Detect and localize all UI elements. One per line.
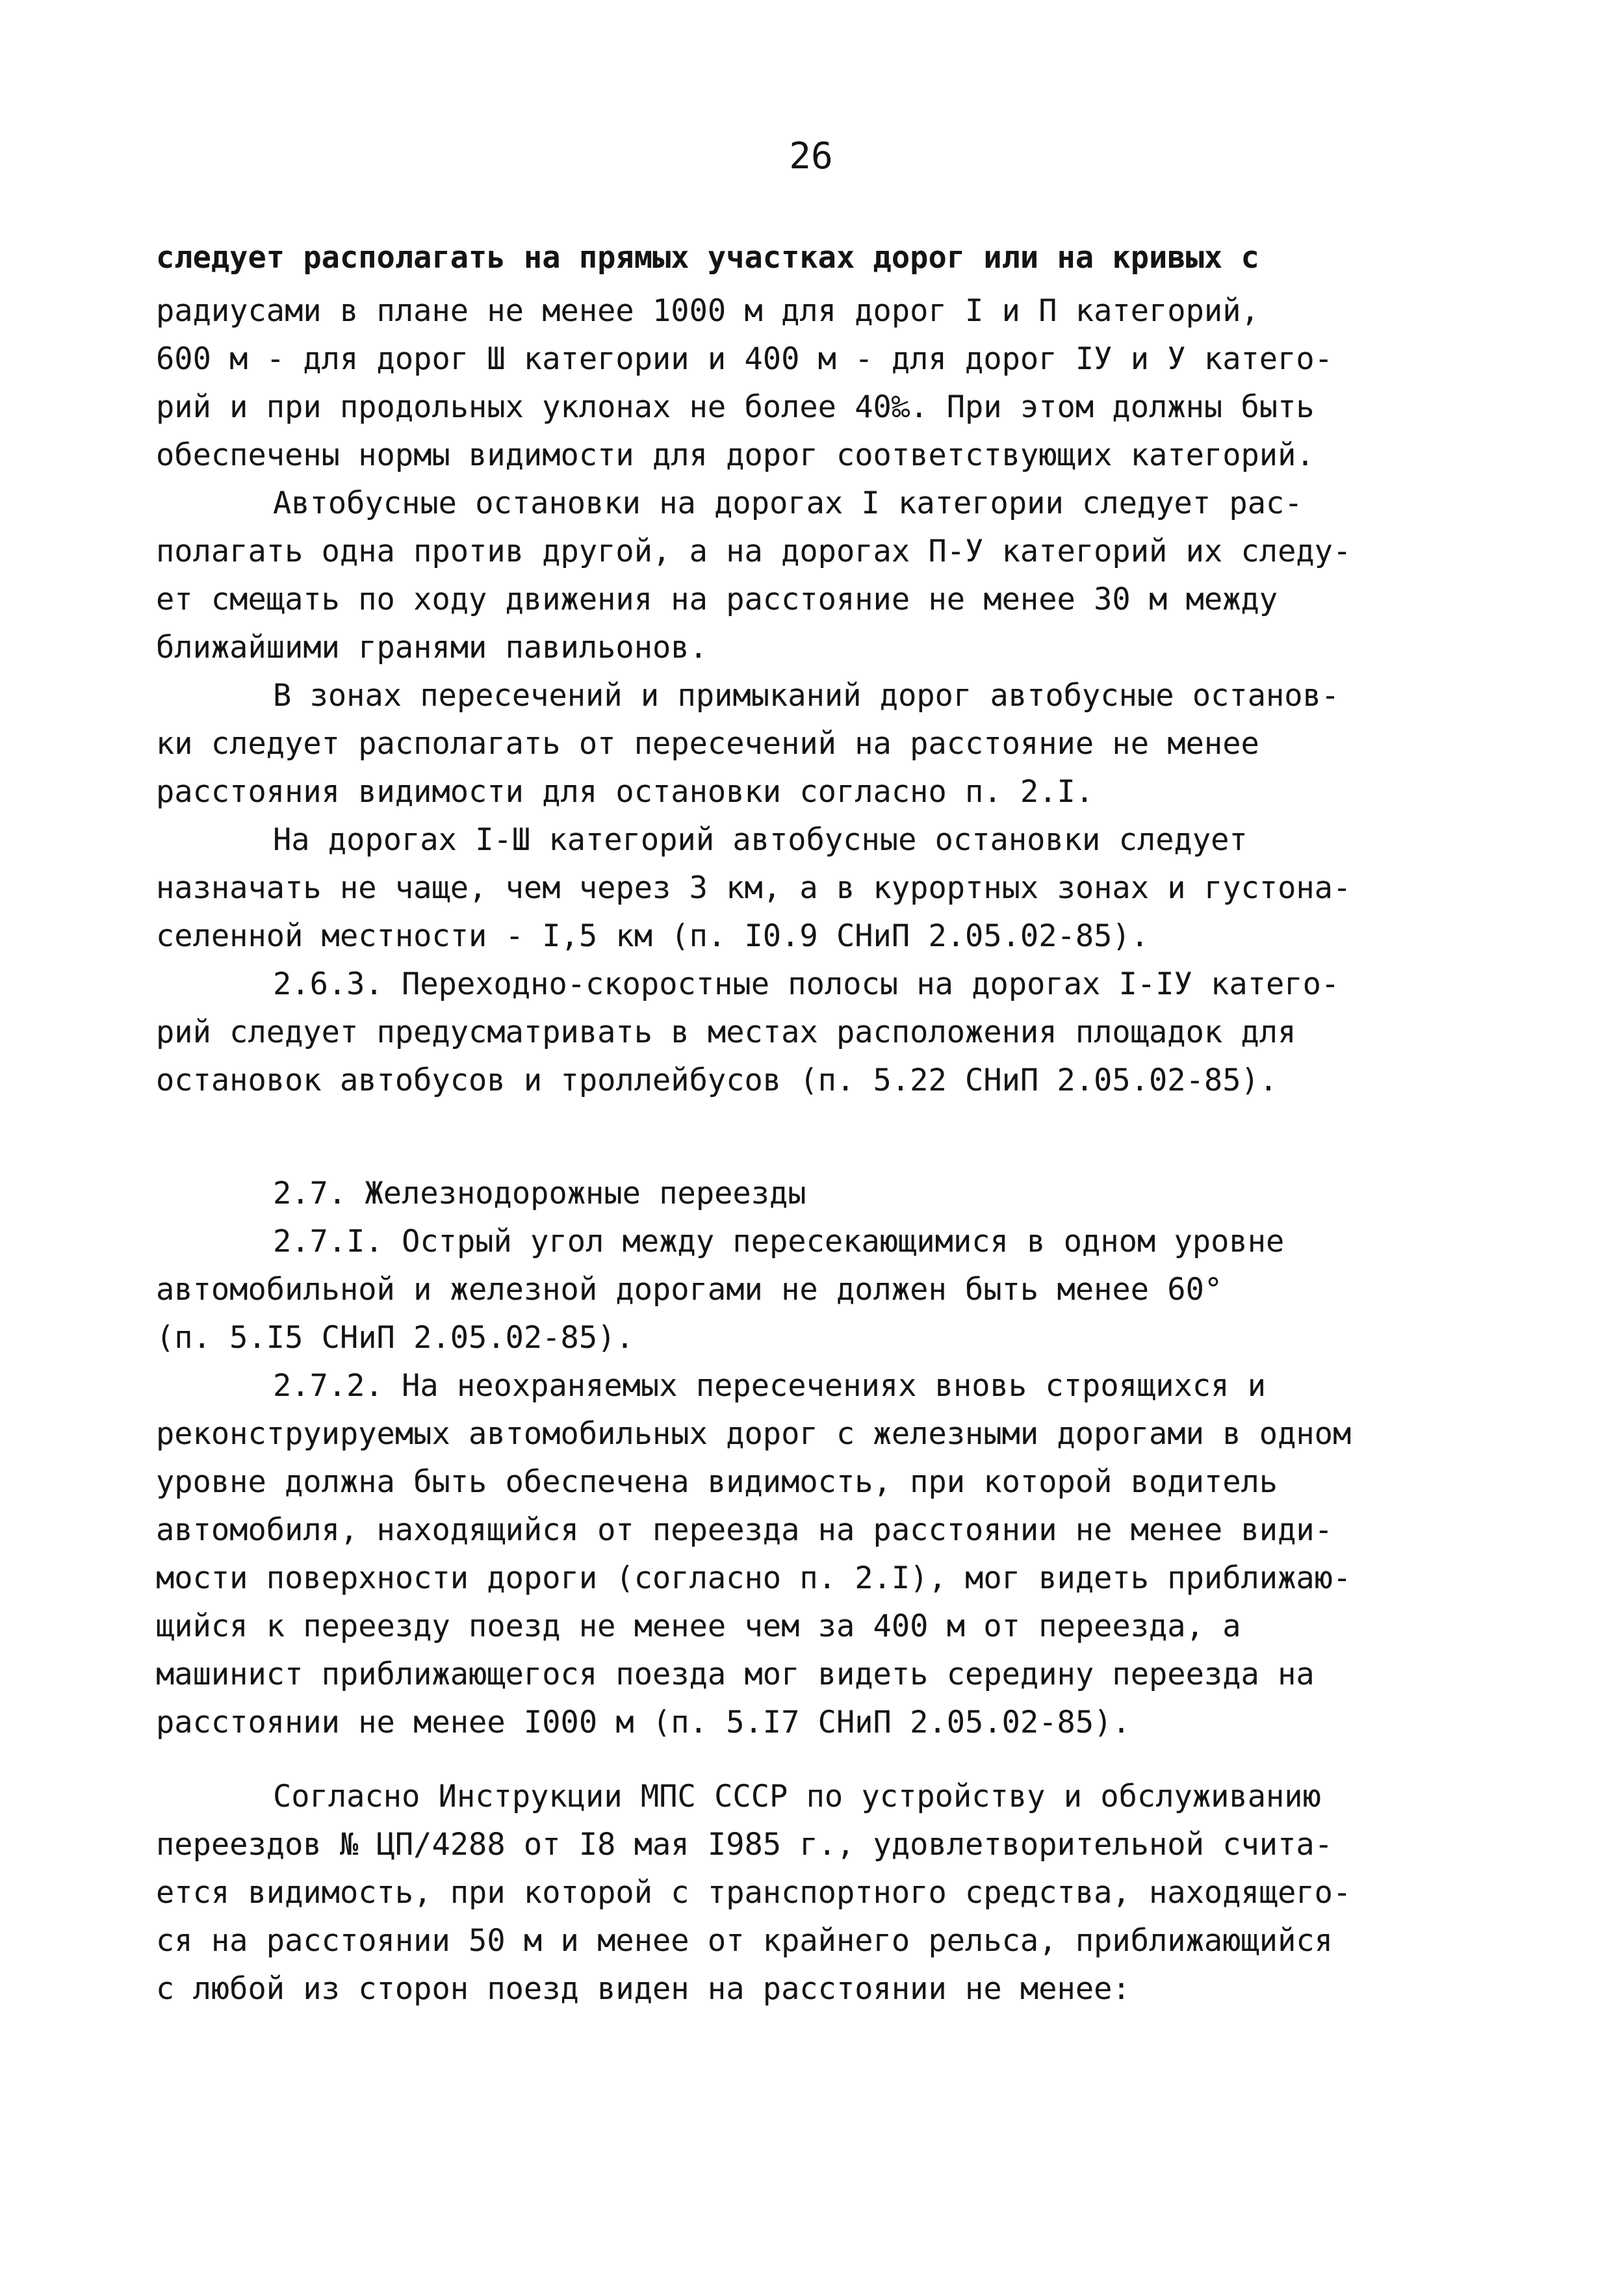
body-text	[156, 234, 1475, 2013]
spacer	[156, 1747, 1475, 1773]
text-line: машинист приближающегося поезда мог видеть середину переезда на	[156, 1657, 1315, 1692]
text-line: селенной местности - I,5 км (п. I0.9 СНиП 2.05.02-85).	[156, 918, 1150, 954]
text-line: ся на расстоянии 50 м и менее от крайнего рельса, приближающийся	[156, 1923, 1333, 1959]
text-line: ближайшими гранями павильонов.	[156, 630, 708, 665]
paragraph-start: На дорогах I-Ш категорий автобусные остановки следует	[273, 822, 1248, 858]
paragraph-start: Согласно Инструкции МПС СССР по устройству и обслуживанию	[273, 1779, 1321, 1814]
paragraph-start: Автобусные остановки на дорогах I категории следует рас-	[273, 485, 1303, 521]
text-line: остановок автобусов и троллейбусов (п. 5.22 СНиП 2.05.02-85).	[156, 1063, 1278, 1098]
text-line: мости поверхности дороги (согласно п. 2.I), мог видеть приближаю-	[156, 1560, 1352, 1596]
text-line: рий следует предусматривать в местах расположения площадок для	[156, 1014, 1296, 1050]
paragraph-start: В зонах пересечений и примыканий дорог автобусные останов-	[273, 678, 1340, 714]
text-line: реконструируемых автомобильных дорог с железными дорогами в одном	[156, 1416, 1352, 1452]
text-line: полагать одна против другой, а на дорогах П-У категорий их следу-	[156, 534, 1352, 569]
text-line: обеспечены нормы видимости для дорог соответствующих категорий.	[156, 437, 1315, 473]
text-line: расстояния видимости для остановки согласно п. 2.I.	[156, 774, 1094, 810]
spacer	[156, 1105, 1475, 1170]
text-line: с любой из сторон поезд виден на расстоянии не менее:	[156, 1971, 1131, 2007]
text-line: уровне должна быть обеспечена видимость, при которой водитель	[156, 1464, 1278, 1500]
text-line: расстоянии не менее I000 м (п. 5.I7 СНиП 2.05.02-85).	[156, 1705, 1131, 1740]
text-line: переездов № ЦП/4288 от I8 мая I985 г., удовлетворительной счита-	[156, 1827, 1333, 1863]
text-line: назначать не чаще, чем через 3 км, а в курортных зонах и густона-	[156, 870, 1352, 906]
text-line: следует располагать на прямых участках дорог или на кривых с	[156, 240, 1259, 276]
text-line: щийся к переезду поезд не менее чем за 400 м от переезда, а	[156, 1608, 1241, 1644]
spacer	[156, 282, 1475, 287]
text-line: автомобиля, находящийся от переезда на расстоянии не менее види-	[156, 1512, 1333, 1548]
section-2-6-3: 2.6.3. Переходно-скоростные полосы на дорогах I-IУ катего-	[273, 966, 1340, 1002]
text-line: ет смещать по ходу движения на расстояние не менее 30 м между	[156, 582, 1278, 617]
text-line: (п. 5.I5 СНиП 2.05.02-85).	[156, 1320, 634, 1356]
text-line: рий и при продольных уклонах не более 40‰. При этом должны быть	[156, 389, 1315, 425]
section-2-7-2: 2.7.2. На неохраняемых пересечениях вновь строящихся и	[273, 1368, 1267, 1404]
page-number: 26	[789, 135, 833, 177]
text-line: ется видимость, при которой с транспортного средства, находящего-	[156, 1875, 1352, 1911]
text-line: автомобильной и железной дорогами не должен быть менее 60°	[156, 1272, 1223, 1308]
text-line: ки следует располагать от пересечений на расстояние не менее	[156, 726, 1259, 762]
section-2-7-1: 2.7.I. Острый угол между пересекающимися в одном уровне	[273, 1224, 1285, 1259]
text-line: 600 м - для дорог Ш категории и 400 м - для дорог IУ и У катего-	[156, 341, 1333, 377]
section-heading-2-7: 2.7. Железнодорожные переезды	[273, 1176, 806, 1211]
text-line: радиусами в плане не менее 1000 м для дорог I и П категорий,	[156, 293, 1259, 329]
